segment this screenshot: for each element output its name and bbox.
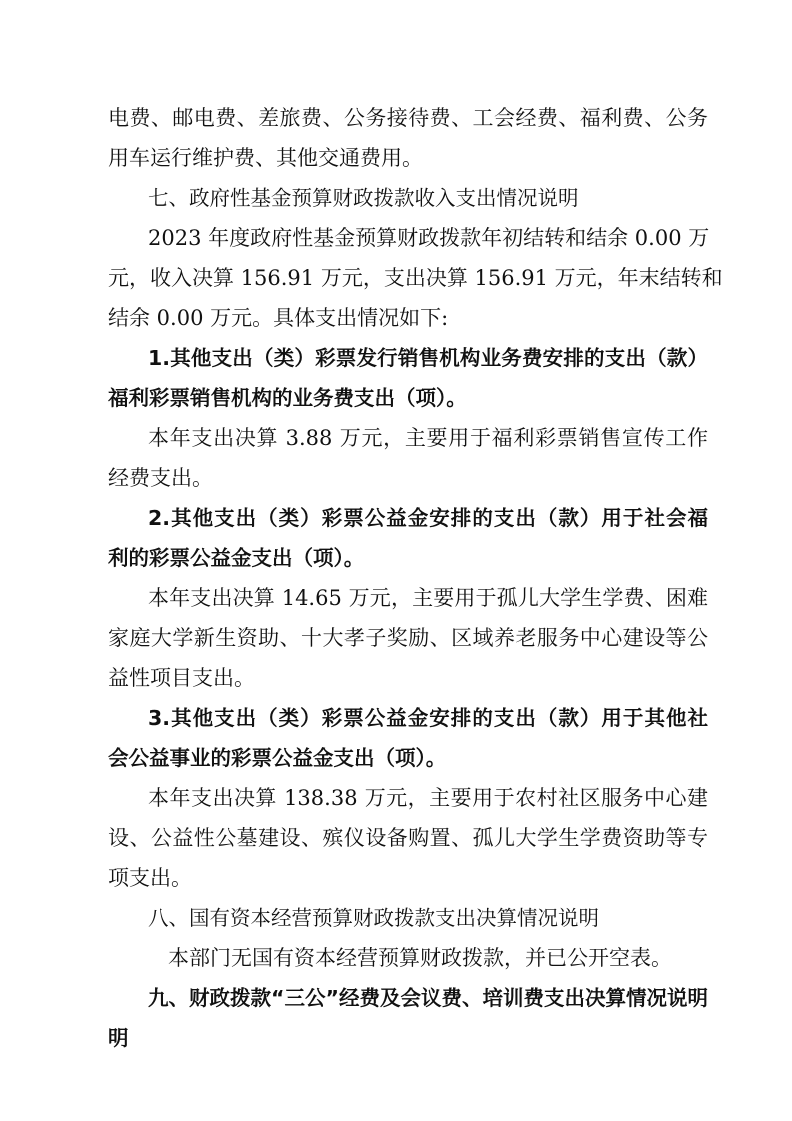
paragraph-line: 家庭大学新生资助、十大孝子奖励、区域养老服务中心建设等公 (108, 626, 708, 650)
subheading-2: 2.其他支出（类）彩票公益金安排的支出（款）用于社会福 (148, 506, 708, 530)
subheading-1-cont: 福利彩票销售机构的业务费支出（项）。 (108, 386, 467, 410)
subheading-3: 3.其他支出（类）彩票公益金安排的支出（款）用于其他社 (148, 706, 708, 730)
paragraph-line: 经费支出。 (108, 466, 213, 490)
paragraph-line: 设、公益性公墓建设、殡仪设备购置、孤儿大学生学费资助等专 (108, 826, 708, 850)
paragraph-line: 电费、邮电费、差旅费、公务接待费、工会经费、福利费、公务 (108, 106, 708, 130)
subheading-2-cont: 利的彩票公益金支出（项）。 (108, 546, 365, 570)
paragraph-line: 本年支出决算 138.38 万元，主要用于农村社区服务中心建 (148, 786, 708, 810)
subheading-3-cont: 会公益事业的彩票公益金支出（项）。 (108, 746, 447, 770)
paragraph-line: 用车运行维护费、其他交通费用。 (108, 146, 423, 170)
paragraph-line: 本年支出决算 3.88 万元，主要用于福利彩票销售宣传工作 (148, 426, 708, 450)
subheading-1: 1.其他支出（类）彩票发行销售机构业务费安排的支出（款） (148, 346, 708, 370)
section-heading-8: 八、国有资本经营预算财政拨款支出决算情况说明 (148, 906, 599, 930)
paragraph-line: 元，收入决算 156.91 万元，支出决算 156.91 万元，年末结转和 (108, 266, 723, 290)
paragraph-line: 益性项目支出。 (108, 666, 255, 690)
section-heading-9-cont: 明 (108, 1026, 129, 1050)
paragraph-line: 2023 年度政府性基金预算财政拨款年初结转和结余 0.00 万 (148, 226, 710, 250)
section-heading-9: 九、财政拨款“三公”经费及会议费、培训费支出决算情况说明 (148, 986, 708, 1010)
paragraph-line: 本部门无国有资本经营预算财政拨款，并已公开空表。 (168, 946, 672, 970)
paragraph-line: 本年支出决算 14.65 万元，主要用于孤儿大学生学费、困难 (148, 586, 708, 610)
paragraph-line: 结余 0.00 万元。具体支出情况如下: (108, 306, 449, 330)
section-heading-7: 七、政府性基金预算财政拨款收入支出情况说明 (148, 186, 579, 210)
paragraph-line: 项支出。 (108, 866, 192, 890)
